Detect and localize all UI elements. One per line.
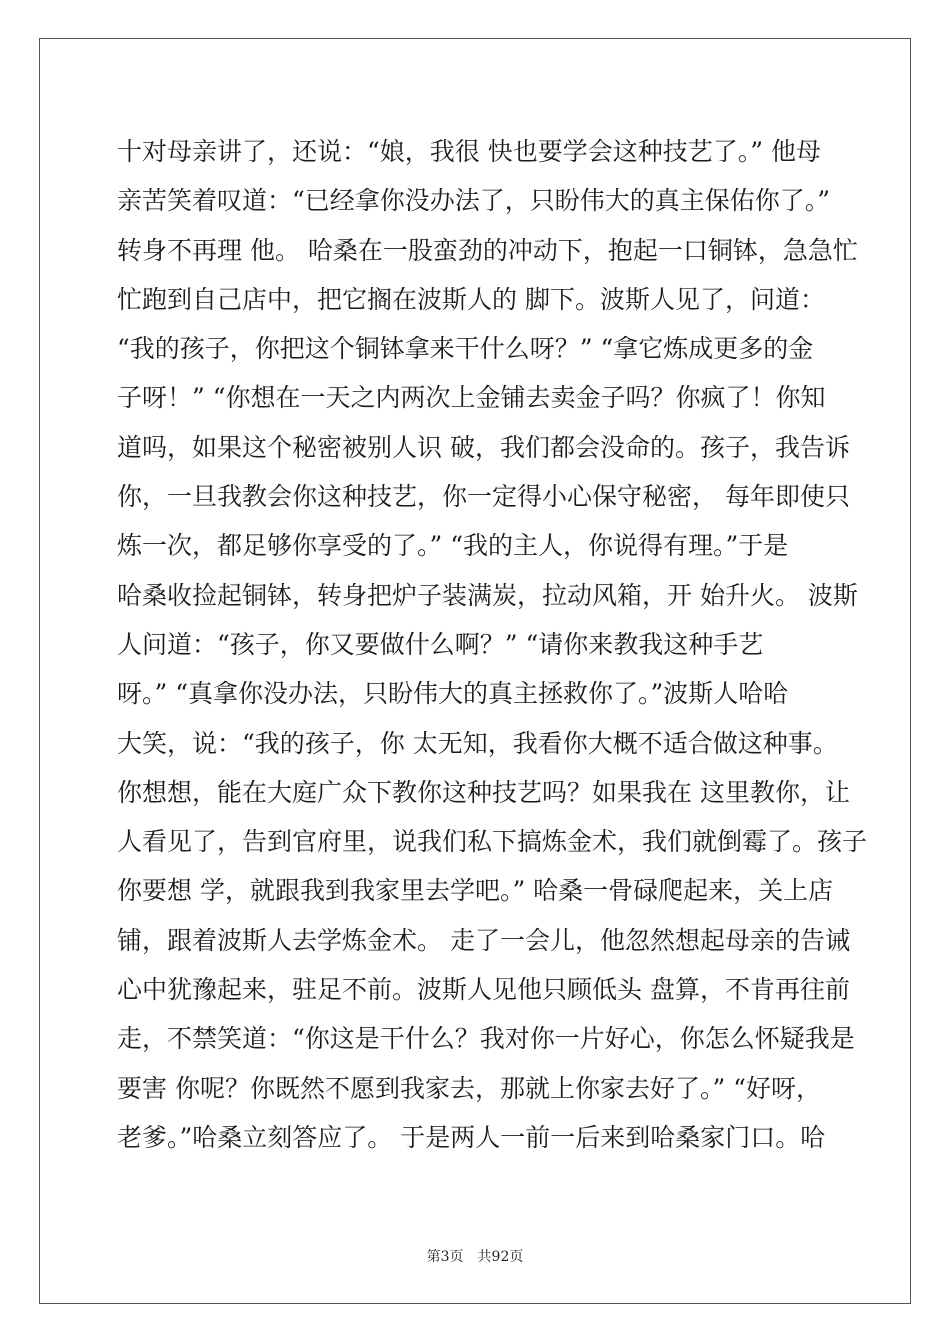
text-line: 走，不禁笑道：“你这是干什么？我对你一片好心，你怎么怀疑我是: [117, 1024, 855, 1054]
text-line: 要害 你呢？你既然不愿到我家去，那就上你家去好了。” “好呀，: [117, 1073, 821, 1103]
text-line: 老爹。”哈桑立刻答应了。 于是两人一前一后来到哈桑家门口。哈: [117, 1122, 826, 1152]
text-line: 道吗，如果这个秘密被别人识 破，我们都会没命的。孩子，我告诉: [117, 432, 850, 462]
text-line: 你，一旦我教会你这种技艺，你一定得小心保守秘密， 每年即使只: [117, 482, 850, 512]
text-line: 十对母亲讲了，还说：“娘，我很 快也要学会这种技艺了。” 他母: [117, 137, 821, 166]
text-line: 呀。” “真拿你没办法，只盼伟大的真主拯救你了。”波斯人哈哈: [117, 679, 789, 709]
text-line: 炼一次，都足够你享受的了。” “我的主人，你说得有理。”于是: [117, 531, 789, 561]
text-line: “我的孩子，你把这个铜钵拿来干什么呀？” “拿它炼成更多的金: [117, 334, 814, 364]
text-line: 亲苦笑着叹道：“已经拿你没办法了，只盼伟大的真主保佑你了。”: [117, 186, 831, 216]
text-line: 大笑，说：“我的孩子，你 太无知，我看你大概不适合做这种事。: [117, 728, 838, 758]
text-line: 人问道：“孩子，你又要做什么啊？” “请你来教我这种手艺: [117, 629, 764, 659]
page-footer: [0, 1246, 950, 1266]
page-number: 第3页: [426, 1249, 464, 1265]
text-line: 铺，跟着波斯人去学炼金术。 走了一会儿，他忽然想起母亲的告诫: [117, 925, 850, 955]
text-line: 哈桑收捡起铜钵，转身把炉子装满炭，拉动风箱，开 始升火。 波斯: [117, 580, 858, 610]
text-line: 人看见了，告到官府里，说我们私下搞炼金术，我们就倒霉了。孩子: [117, 827, 868, 857]
text-line: 心中犹豫起来，驻足不前。波斯人见他只顾低头 盘算，不肯再往前: [117, 975, 850, 1005]
page-total: 共92页: [477, 1249, 524, 1265]
text-line: 忙跑到自己店中，把它搁在波斯人的 脚下。波斯人见了，问道：: [117, 284, 825, 314]
text-line: 转身不再理 他。 哈桑在一股蛮劲的冲动下，抱起一口铜钵，急急忙: [117, 235, 858, 265]
text-line: 你要想 学，就跟我到我家里去学吧。” 哈桑一骨碌爬起来，关上店: [117, 876, 834, 906]
text-line: 子呀！” “你想在一天之内两次上金铺去卖金子吗？你疯了！你知: [117, 383, 826, 413]
text-line: 你想想，能在大庭广众下教你这种技艺吗？如果我在 这里教你，让: [117, 777, 850, 807]
document-body: [117, 127, 868, 1162]
